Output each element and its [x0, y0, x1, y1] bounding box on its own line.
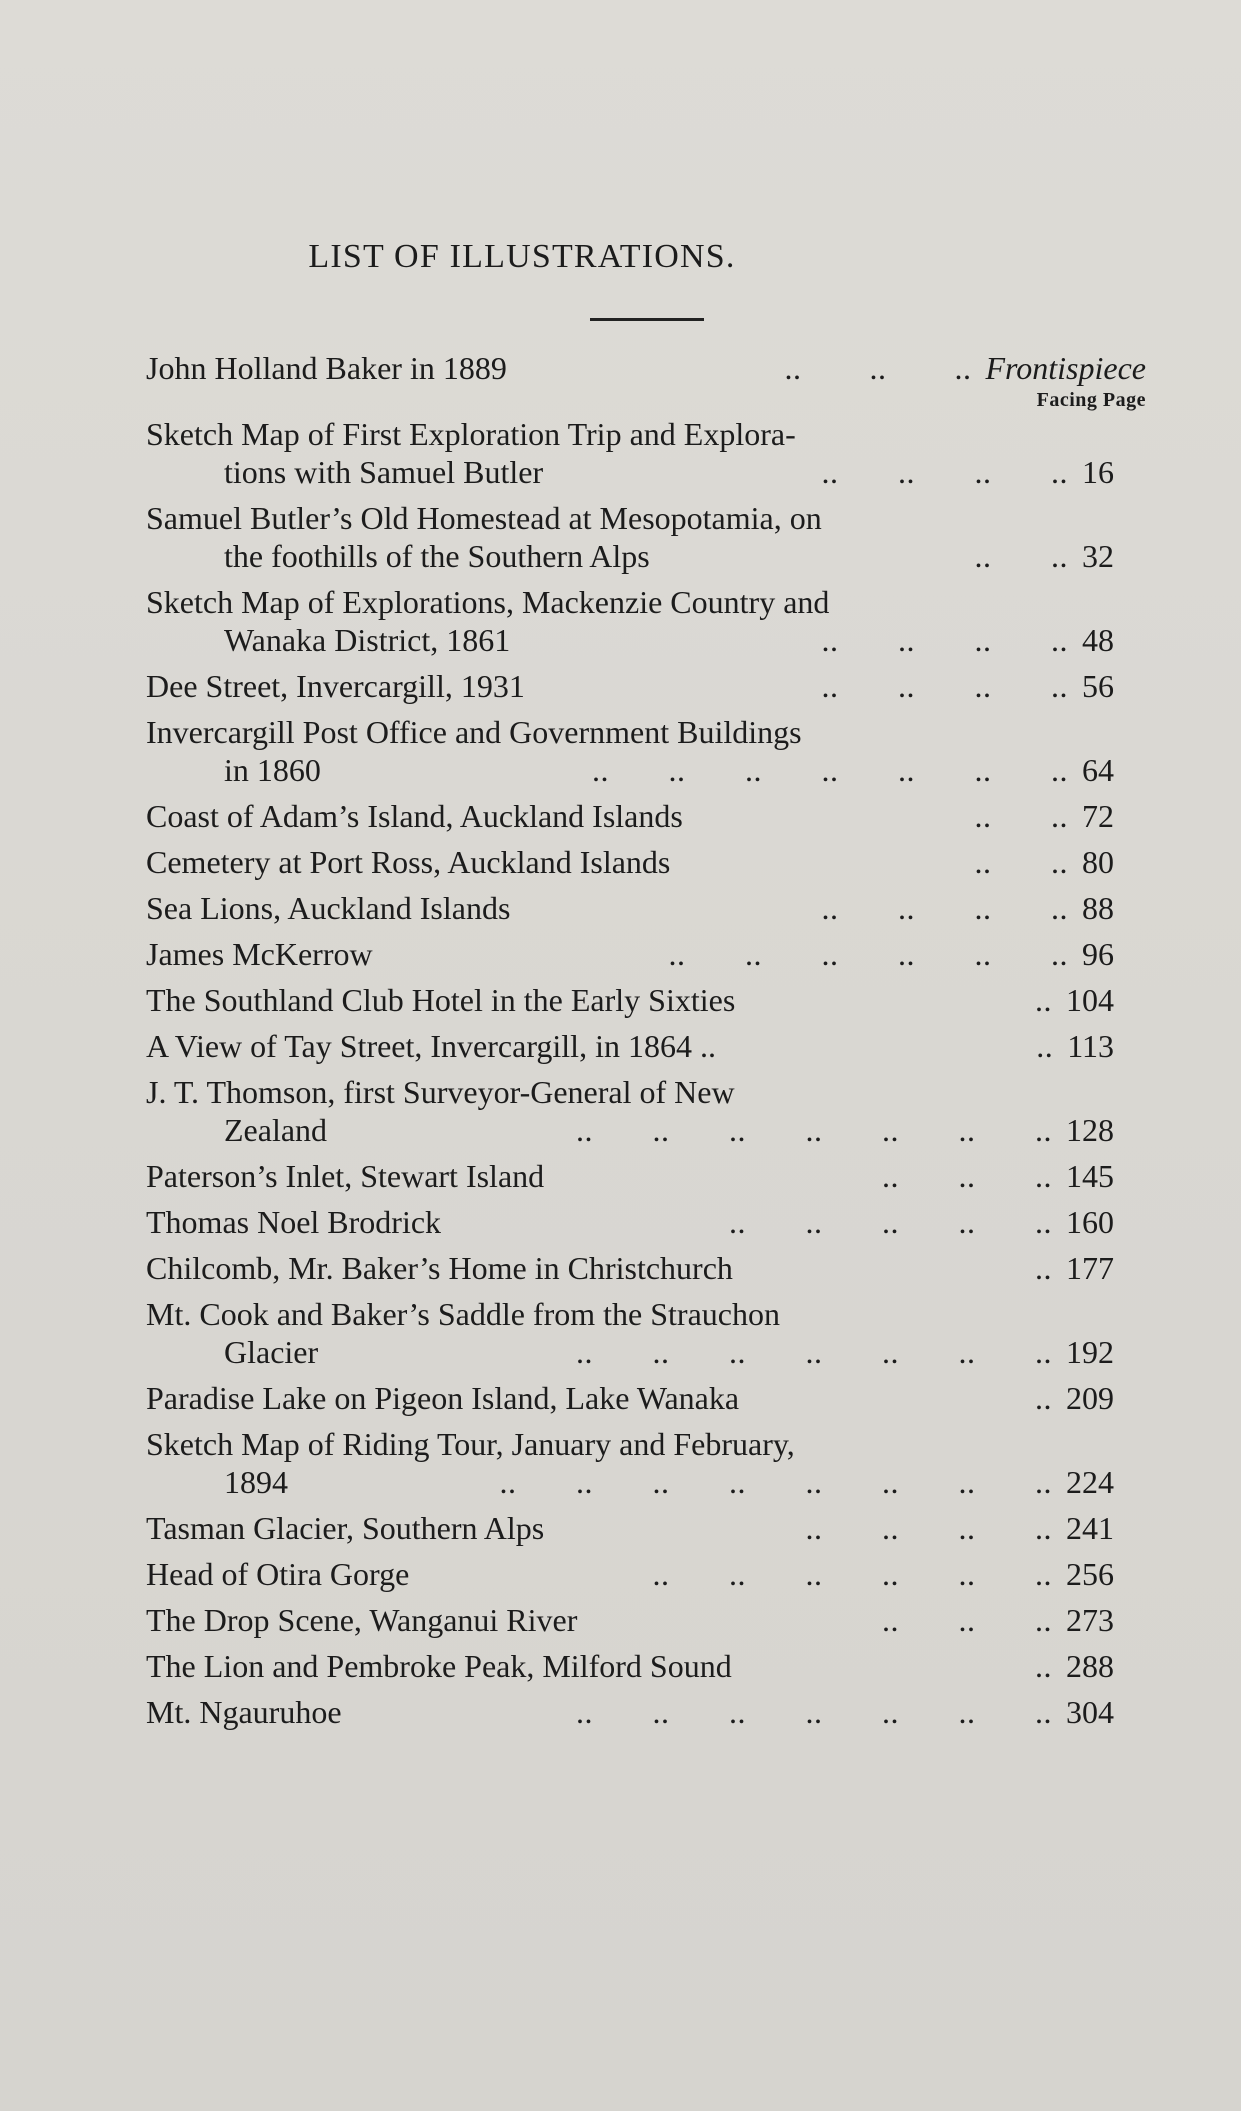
leader-dots: .. .. .. .. [805, 1510, 1052, 1546]
leader-dots: .. .. .. .. .. .. .. [576, 1694, 1052, 1730]
illustration-entry [146, 1295, 1146, 1371]
leader-dots: .. .. .. .. .. .. .. [576, 1334, 1052, 1370]
page-number: 113 [1067, 1028, 1114, 1064]
leader-dots: .. .. .. .. .. [729, 1204, 1052, 1240]
illustration-title-line: in 1860 [224, 752, 321, 788]
illustration-entry [146, 1555, 1146, 1593]
leader-dots: .. .. .. [784, 350, 972, 386]
leader-dots: .. .. .. .. .. .. .. [592, 752, 1068, 788]
page-number: 304 [1066, 1694, 1114, 1730]
illustration-entry [146, 797, 1146, 835]
facing-page-label: Facing Page [1036, 389, 1146, 411]
illustration-title-line: Coast of Adam’s Island, Auckland Islands [146, 798, 683, 834]
leader-dots: .. [1036, 1028, 1054, 1064]
leader-dots: .. .. .. .. [821, 454, 1068, 490]
illustration-title-line: the foothills of the Southern Alps [224, 538, 650, 574]
leader-dots: .. .. .. [882, 1158, 1052, 1194]
page-number: 241 [1066, 1510, 1114, 1546]
illustration-title-line: Mt. Ngauruhoe [146, 1694, 342, 1730]
leader-dots: .. .. [974, 538, 1068, 574]
page-number: 96 [1082, 936, 1114, 972]
illustration-title-line: The Southland Club Hotel in the Early Sixties [146, 982, 736, 1018]
page-number: 256 [1066, 1556, 1114, 1592]
illustration-title-line: Paterson’s Inlet, Stewart Island [146, 1158, 545, 1194]
illustration-entry [146, 935, 1146, 973]
page-number: 160 [1066, 1204, 1114, 1240]
illustration-entry [146, 1601, 1146, 1639]
page-number: 16 [1082, 454, 1114, 490]
illustration-title-line: Zealand [224, 1112, 328, 1148]
page-number: 209 [1066, 1380, 1114, 1416]
illustration-entry [146, 981, 1146, 1019]
illustration-title-line: Sketch Map of Explorations, Mackenzie Country and [146, 584, 830, 620]
illustration-title-line: James McKerrow [146, 936, 373, 972]
leader-dots: .. .. .. .. .. .. .. .. [499, 1464, 1052, 1500]
illustration-entry [146, 349, 1146, 387]
illustration-entry [146, 1379, 1146, 1417]
illustration-title-line: Cemetery at Port Ross, Auckland Islands [146, 844, 671, 880]
leader-dots: .. .. .. .. .. .. .. [576, 1112, 1052, 1148]
leader-dots: .. .. .. .. [821, 890, 1068, 926]
leader-dots: .. .. [974, 798, 1068, 834]
document-page [146, 0, 1146, 2111]
illustration-entry [146, 1509, 1146, 1547]
page-number: 177 [1066, 1250, 1114, 1286]
illustration-entry [146, 1425, 1146, 1501]
leader-dots: .. [1035, 1380, 1052, 1416]
illustration-title-line: Thomas Noel Brodrick [146, 1204, 442, 1240]
illustration-entry [146, 1693, 1146, 1731]
illustration-title-line: J. T. Thomson, first Surveyor-General of New [146, 1074, 735, 1110]
leader-dots: .. .. .. .. [821, 668, 1068, 704]
page-number: 72 [1082, 798, 1114, 834]
illustration-title-line: The Lion and Pembroke Peak, Milford Sound [146, 1648, 732, 1684]
illustration-title-line: Sketch Map of First Exploration Trip and Explora- [146, 416, 796, 452]
page-number: 288 [1066, 1648, 1114, 1684]
facing-page-label-row [146, 387, 1146, 411]
illustration-title-line: Tasman Glacier, Southern Alps [146, 1510, 545, 1546]
illustration-title-line: Sketch Map of Riding Tour, January and February, [146, 1426, 795, 1462]
illustration-entry [146, 889, 1146, 927]
illustration-title-line: Dee Street, Invercargill, 1931 [146, 668, 525, 704]
illustration-entry [146, 667, 1146, 705]
illustration-title-line: Wanaka District, 1861 [224, 622, 511, 658]
illustration-title-line: A View of Tay Street, Invercargill, in 1864 .. [146, 1028, 716, 1064]
illustration-entry [146, 1157, 1146, 1195]
page-number: 64 [1082, 752, 1114, 788]
illustration-title-line: Samuel Butler’s Old Homestead at Mesopotamia, on [146, 500, 822, 536]
illustration-title-line: John Holland Baker in 1889 [146, 350, 507, 386]
page-number: 192 [1066, 1334, 1114, 1370]
illustration-title-line: The Drop Scene, Wanganui River [146, 1602, 578, 1638]
page-number: 80 [1082, 844, 1114, 880]
page-number: 88 [1082, 890, 1114, 926]
page-number: 32 [1082, 538, 1114, 574]
illustration-title-line: Invercargill Post Office and Government Buildings [146, 714, 802, 750]
illustration-title-line: Glacier [224, 1334, 319, 1370]
illustration-entry [146, 843, 1146, 881]
page-number: Frontispiece [985, 350, 1146, 386]
illustration-title-line: 1894 [224, 1464, 288, 1500]
leader-dots: .. .. .. .. [821, 622, 1068, 658]
illustration-entry [146, 1249, 1146, 1287]
leader-dots: .. .. [974, 844, 1068, 880]
page-number: 128 [1066, 1112, 1114, 1148]
leader-dots: .. .. .. [882, 1602, 1052, 1638]
illustration-title-line: tions with Samuel Butler [224, 454, 544, 490]
illustration-entry [146, 499, 1146, 575]
illustration-entry [146, 1203, 1146, 1241]
illustration-entry [146, 1027, 1146, 1065]
illustration-title-line: Head of Otira Gorge [146, 1556, 410, 1592]
page-number: 224 [1066, 1464, 1114, 1500]
illustration-title-line: Chilcomb, Mr. Baker’s Home in Christchurch [146, 1250, 733, 1286]
illustration-title-line: Mt. Cook and Baker’s Saddle from the Strauchon [146, 1296, 780, 1332]
page-number: 273 [1066, 1602, 1114, 1638]
illustrations-list [146, 349, 1146, 1731]
illustration-entry [146, 583, 1146, 659]
page-number: 48 [1082, 622, 1114, 658]
leader-dots: .. [1035, 1250, 1052, 1286]
page-number: 56 [1082, 668, 1114, 704]
leader-dots: .. [1035, 1648, 1052, 1684]
illustration-entry [146, 1647, 1146, 1685]
heading-rule [590, 318, 704, 321]
illustration-entry [146, 713, 1146, 789]
leader-dots: .. .. .. .. .. .. [668, 936, 1068, 972]
illustration-title-line: Paradise Lake on Pigeon Island, Lake Wanaka [146, 1380, 740, 1416]
leader-dots: .. .. .. .. .. .. [652, 1556, 1052, 1592]
illustration-entry [146, 415, 1146, 491]
page-number: 145 [1066, 1158, 1114, 1194]
leader-dots: .. [1035, 982, 1052, 1018]
illustration-title-line: Sea Lions, Auckland Islands [146, 890, 511, 926]
page-number: 104 [1066, 982, 1114, 1018]
page-heading: LIST OF ILLUSTRATIONS. [308, 238, 736, 275]
illustration-entry [146, 1073, 1146, 1149]
